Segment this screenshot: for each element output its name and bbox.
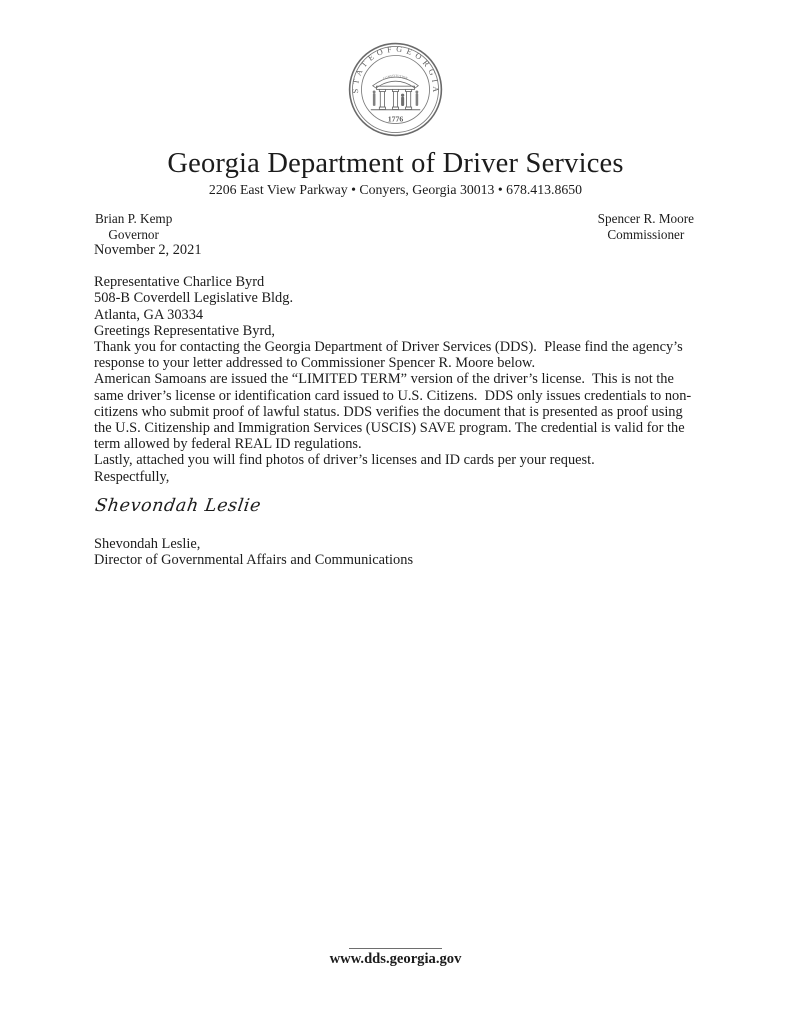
body-paragraph: American Samoans are issued the “LIMITED TERM” version of the driver’s license. This is not the same driver’s license or identification card issued to U.S. Citizens. DDS only issues credentials to non-citizens who submit proof of lawful status. DDS verifies the document that is presented as proof using the U.S. Citizenship and Immigration Services (USCIS) SAVE program. The credential is valid for the term allowed by federal REAL ID regulations.	[94, 371, 692, 453]
letterhead-title: Georgia Department of Driver Services	[167, 148, 624, 179]
commissioner-name: Spencer R. Moore	[597, 211, 694, 226]
signature-script: Shevondah Leslie	[93, 495, 263, 516]
seal-year: 1776	[387, 114, 404, 124]
signer-name: Shevondah Leslie,	[94, 536, 201, 553]
governor-title: Governor	[108, 226, 159, 242]
seal-figure	[401, 94, 404, 106]
officials-row	[0, 211, 791, 242]
seal-arc-text: S T A T E O F G E O R G I A	[350, 44, 441, 94]
recipient-line: Representative Charlice Byrd	[94, 274, 265, 291]
commissioner-title: Commissioner	[607, 226, 685, 242]
seal-entablature	[377, 86, 415, 89]
letter-date: November 2, 2021	[94, 242, 202, 258]
closing: Respectfully,	[94, 468, 170, 485]
seal-columns	[379, 89, 411, 109]
recipient-line: Atlanta, GA 30334	[94, 306, 204, 323]
letter-body	[0, 242, 791, 568]
seal-banner-text: CONSTITUTION	[382, 73, 409, 81]
salutation: Greetings Representative Byrd,	[94, 322, 276, 339]
body-paragraph: Thank you for contacting the Georgia Department of Driver Services (DDS). Please find the agency’s response to your letter addressed to Commissioner Spencer R. Moore below.	[94, 339, 687, 372]
signer-block	[94, 536, 703, 568]
footer-url: www.dds.georgia.gov	[329, 951, 462, 967]
recipient-line: 508-B Coverdell Legislative Bldg.	[94, 290, 294, 307]
letterhead-address: 2206 East View Parkway • Conyers, Georgia 30013 • 678.413.8650	[208, 182, 583, 197]
governor-name: Brian P. Kemp	[95, 211, 173, 226]
body-paragraph: Lastly, attached you will find photos of driver’s licenses and ID cards per your request.	[94, 452, 595, 469]
recipient-block	[94, 274, 703, 323]
state-of-georgia-seal-icon	[347, 42, 444, 137]
signer-title: Director of Governmental Affairs and Communications	[94, 552, 414, 569]
page-footer	[0, 948, 791, 968]
footer-rule	[349, 948, 442, 949]
governor-block	[95, 211, 172, 242]
commissioner-block	[598, 211, 694, 242]
letterhead	[0, 0, 791, 198]
